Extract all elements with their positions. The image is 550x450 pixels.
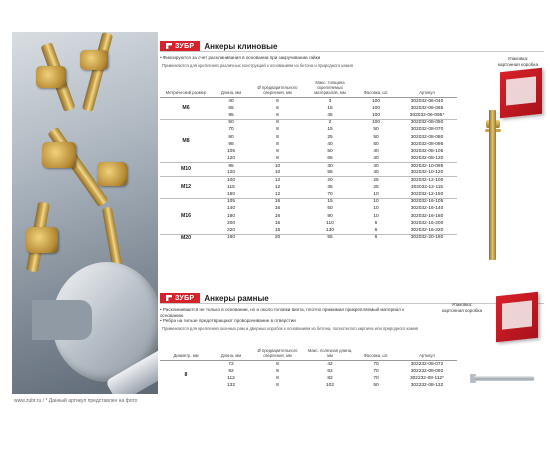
table-cell: 16	[274, 213, 281, 219]
article-cell: 302232-08-072	[397, 361, 457, 368]
article-cell: 302032-08-050	[397, 119, 457, 126]
article-cell: 302032-16-200	[410, 220, 444, 226]
table-cell: 50	[373, 383, 379, 389]
table-cell: 16	[274, 227, 281, 233]
col-header: Артикул	[397, 348, 457, 361]
article-cell: 302032-16-180	[410, 213, 444, 219]
table-cell: 112	[227, 375, 235, 381]
table-cell: 50	[327, 206, 333, 212]
table-row	[160, 177, 457, 184]
bullet-list	[160, 307, 425, 324]
table-cell: 40	[212, 98, 250, 105]
table-cell: 115	[227, 184, 235, 190]
section-frame-anchors	[160, 292, 544, 389]
table-cell: 55	[327, 170, 333, 176]
article-cell: 302232-08-112*	[409, 375, 445, 381]
col-header: Макс. толщина скрепляемых материалов, мм	[305, 80, 355, 98]
size-cell: M20	[160, 234, 212, 241]
table-cell: 140	[226, 206, 235, 212]
size-cell: 8	[160, 361, 212, 390]
table-cell: 120	[226, 170, 235, 176]
table-cell: 8	[276, 127, 279, 133]
article-cell: 302032-08-105	[410, 148, 444, 154]
article-cell: 302032-20-160	[397, 234, 457, 241]
col-header: Метрический размер	[160, 80, 212, 98]
table-cell: 200	[226, 220, 235, 226]
col-header: Длина, мм	[212, 348, 250, 361]
table-cell: 8	[276, 375, 279, 381]
table-row	[160, 198, 457, 205]
table-cell: 220	[226, 227, 235, 233]
table-cell: 50	[373, 134, 379, 140]
table-cell: 98	[228, 141, 234, 147]
table-cell: 150	[226, 191, 235, 197]
table-cell: 16	[274, 220, 281, 226]
article-cell: 302232-08-092	[410, 368, 444, 374]
table-row	[160, 162, 457, 169]
table-cell: 70	[327, 191, 333, 197]
table-cell: 8	[250, 361, 305, 368]
table-cell: 2	[305, 119, 355, 126]
col-header: Фасовка, шт.	[355, 348, 397, 361]
package-box-image	[500, 68, 542, 118]
package-box-image	[496, 292, 538, 342]
table-cell: 70	[373, 368, 379, 374]
table-row	[160, 361, 457, 368]
table-cell: 12	[274, 184, 281, 190]
table-cell: 25	[373, 184, 379, 190]
article-cell: 302032-06-065	[410, 105, 444, 111]
table-cell: 10	[373, 213, 379, 219]
description: Применяются для крепления различных конструкций к основаниям из бетона и природного камня	[162, 62, 354, 68]
packaging-label: Упаковка: картонная коробка	[497, 56, 539, 67]
section-wedge-anchors	[160, 40, 544, 241]
bullet-item: • Расклиниваются не только в основании, но и около головки винта, плотно прижимая прикрепляемый материал к основанию	[160, 307, 425, 318]
table-cell: 160	[212, 234, 250, 241]
table-cell: 8	[276, 134, 279, 140]
table-cell: 120	[226, 155, 235, 161]
table-row	[160, 234, 457, 241]
article-cell: 302032-16-140	[410, 206, 444, 212]
article-cell: 302032-16-220	[410, 227, 444, 233]
table-cell: 65	[327, 155, 333, 161]
table-cell: 50	[327, 148, 333, 154]
table-cell: 100	[371, 112, 380, 118]
spec-table	[160, 80, 457, 241]
table-cell: 90	[327, 213, 333, 219]
description: Применяются для крепления оконных рам и дверных коробок к основаниям из бетона, полнотелого кирпича или природного камня	[162, 325, 419, 331]
table-cell: 105	[212, 198, 250, 205]
article-cell: 302032-08-120	[410, 155, 444, 161]
table-cell: 6	[276, 105, 279, 111]
article-cell: 302032-12-115	[410, 184, 444, 190]
table-cell: 92	[228, 368, 234, 374]
table-cell: 100	[371, 105, 380, 111]
photo-note: * Данный артикул представлен на фото	[45, 398, 138, 404]
table-cell: 25	[355, 177, 397, 184]
size-cell: M8	[160, 119, 212, 162]
table-cell: 15	[327, 105, 333, 111]
table-cell: 55	[305, 234, 355, 241]
table-cell: 72	[212, 361, 250, 368]
bullet-list	[160, 55, 420, 61]
table-cell: 100	[212, 177, 250, 184]
bullet-item: • Ребра на гильзе предотвращают проворачивание в отверстии	[160, 318, 425, 324]
table-cell: 70	[373, 375, 379, 381]
table-cell: 65	[228, 105, 234, 111]
table-cell: 95	[212, 162, 250, 169]
table-cell: 16	[250, 198, 305, 205]
table-cell: 10	[274, 170, 281, 176]
table-cell: 12	[274, 191, 281, 197]
article-cell: 302032-16-105	[397, 198, 457, 205]
product-photo	[12, 32, 158, 394]
table-cell: 40	[373, 148, 379, 154]
size-cell: M16	[160, 198, 212, 234]
table-cell: 8	[276, 155, 279, 161]
table-cell: 50	[373, 141, 379, 147]
table-cell: 70	[355, 361, 397, 368]
table-row	[160, 98, 457, 105]
size-cell: M10	[160, 162, 212, 176]
article-cell: 302032-08-080	[410, 134, 444, 140]
table-cell: 100	[355, 98, 397, 105]
table-cell: 12	[250, 177, 305, 184]
table-cell: 132	[226, 383, 235, 389]
article-cell: 302032-08-095	[410, 141, 444, 147]
table-cell: 10	[355, 198, 397, 205]
table-cell: 25	[327, 134, 333, 140]
table-cell: 40	[355, 162, 397, 169]
table-cell: 6	[355, 234, 397, 241]
table-cell: 8	[250, 119, 305, 126]
table-cell: 8	[276, 141, 279, 147]
table-cell: 30	[305, 162, 355, 169]
table-cell: 80	[228, 134, 234, 140]
table-cell: 35	[327, 184, 333, 190]
col-header: Фасовка, шт.	[355, 80, 397, 98]
table-cell: 110	[326, 220, 334, 226]
packaging-label: Упаковка: картонная коробка	[441, 302, 483, 313]
col-header: Ø предварительного сверления, мм	[250, 80, 305, 98]
table-cell: 3	[305, 98, 355, 105]
table-cell: 15	[327, 127, 333, 133]
section-header	[160, 40, 544, 52]
table-cell: 70	[228, 127, 234, 133]
table-cell: 50	[212, 119, 250, 126]
article-cell: 302032-06-040	[397, 98, 457, 105]
article-cell: 302032-08-070	[410, 127, 444, 133]
article-cell: 302032-10-095	[397, 162, 457, 169]
site-link[interactable]: www.zubr.ru	[14, 398, 42, 404]
article-cell: 302032-12-150	[410, 191, 444, 197]
section-title: Анкеры рамные	[204, 293, 269, 303]
table-cell: 102	[325, 383, 334, 389]
col-header: Ø предварительного сверления, мм	[250, 348, 305, 361]
table-cell: 6	[374, 220, 378, 226]
table-cell: 8	[276, 368, 279, 374]
footer-note: www.zubr.ru / * Данный артикул представлен на фото	[14, 398, 138, 404]
table-cell: 10	[250, 162, 305, 169]
table-cell: 10	[373, 206, 379, 212]
col-header: Макс. полезная длина, мм	[305, 348, 355, 361]
table-cell: 95	[228, 112, 234, 118]
col-header: Диаметр, мм	[160, 348, 212, 361]
table-cell: 180	[226, 213, 235, 219]
size-cell: M6	[160, 98, 212, 120]
table-cell: 20	[250, 234, 305, 241]
table-cell: 62	[327, 368, 333, 374]
article-cell: 302232-08-132	[410, 383, 444, 389]
table-cell: 50	[373, 127, 379, 133]
table-cell: 105	[226, 148, 235, 154]
table-cell: 8	[276, 148, 279, 154]
table-cell: 40	[327, 141, 333, 147]
table-row	[160, 119, 457, 126]
spec-table	[160, 348, 457, 389]
col-header: Длина, мм	[212, 80, 250, 98]
table-cell: 6	[374, 227, 378, 233]
table-cell: 6	[250, 98, 305, 105]
brand-logo: ЗУБР	[160, 41, 200, 51]
table-cell: 6	[276, 112, 279, 118]
table-cell: 16	[274, 206, 281, 212]
section-title: Анкеры клиновые	[204, 41, 278, 51]
article-cell: 302032-10-120	[410, 170, 444, 176]
table-cell: 40	[373, 170, 379, 176]
table-cell: 20	[305, 177, 355, 184]
table-cell: 15	[305, 198, 355, 205]
table-cell: 45	[327, 112, 333, 118]
table-cell: 40	[373, 155, 379, 161]
size-cell: M12	[160, 177, 212, 199]
table-cell: 10	[373, 191, 379, 197]
table-cell: 8	[276, 383, 279, 389]
table-cell: 82	[327, 375, 333, 381]
table-cell: 42	[305, 361, 355, 368]
col-header: Артикул	[397, 80, 457, 98]
brand-logo: ЗУБР	[160, 293, 200, 303]
article-cell: 302032-12-100	[397, 177, 457, 184]
table-cell: 100	[355, 119, 397, 126]
bullet-item: • Фиксируются за счет расклинивания в основании при закручивании гайки	[160, 55, 420, 61]
article-cell: 302032-06-095*	[409, 112, 445, 118]
table-cell: 130	[325, 227, 334, 233]
